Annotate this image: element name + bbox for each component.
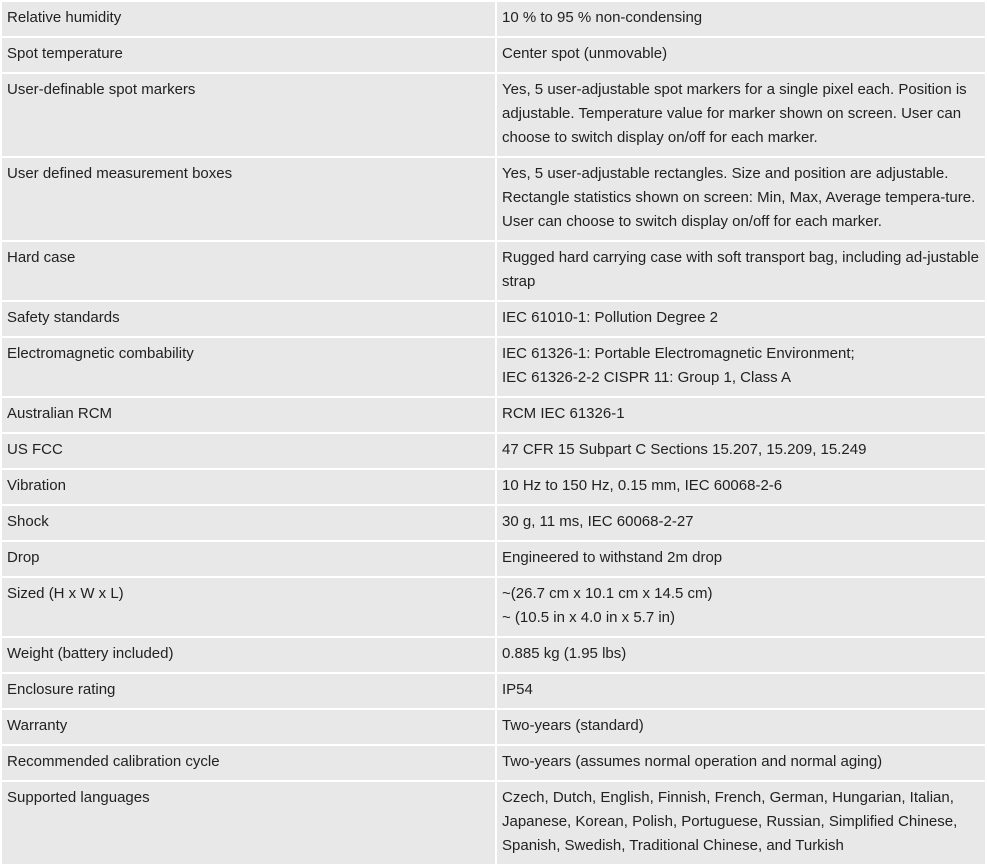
spec-value: Center spot (unmovable): [496, 37, 986, 73]
spec-row-spot-markers: [1, 73, 986, 157]
spec-row-calibration-cycle: [1, 745, 986, 781]
spec-row-electromagnetic: [1, 337, 986, 397]
spec-row-enclosure-rating: [1, 673, 986, 709]
spec-value: Rugged hard carrying case with soft transport bag, including ad-justable strap: [496, 241, 986, 301]
spec-label: US FCC: [1, 433, 496, 469]
spec-value: IP54: [496, 673, 986, 709]
spec-label: Hard case: [1, 241, 496, 301]
spec-value: Two-years (assumes normal operation and normal aging): [496, 745, 986, 781]
spec-row-measurement-boxes: [1, 157, 986, 241]
spec-label: Enclosure rating: [1, 673, 496, 709]
spec-row-spot-temperature: [1, 37, 986, 73]
spec-value: IEC 61010-1: Pollution Degree 2: [496, 301, 986, 337]
spec-label: Australian RCM: [1, 397, 496, 433]
spec-value: 0.885 kg (1.95 lbs): [496, 637, 986, 673]
spec-label: Spot temperature: [1, 37, 496, 73]
spec-label: Weight (battery included): [1, 637, 496, 673]
spec-label: Supported languages: [1, 781, 496, 865]
spec-value: RCM IEC 61326-1: [496, 397, 986, 433]
spec-row-us-fcc: [1, 433, 986, 469]
spec-label: Shock: [1, 505, 496, 541]
spec-label: Safety standards: [1, 301, 496, 337]
spec-value: [496, 337, 986, 397]
spec-label: Vibration: [1, 469, 496, 505]
spec-row-safety-standards: [1, 301, 986, 337]
spec-value: 47 CFR 15 Subpart C Sections 15.207, 15.209, 15.249: [496, 433, 986, 469]
spec-row-warranty: [1, 709, 986, 745]
spec-row-australian-rcm: [1, 397, 986, 433]
spec-row-shock: [1, 505, 986, 541]
spec-label: Relative humidity: [1, 1, 496, 37]
spec-row-drop: [1, 541, 986, 577]
spec-value-line: IEC 61326-1: Portable Electromagnetic Environment;: [502, 345, 855, 362]
spec-value: 10 % to 95 % non-condensing: [496, 1, 986, 37]
spec-row-hard-case: [1, 241, 986, 301]
spec-value: Yes, 5 user-adjustable spot markers for a single pixel each. Position is adjustable. Temperature value for marker shown on screen. User can choose to switch display on/off for each marker.: [496, 73, 986, 157]
spec-value: Czech, Dutch, English, Finnish, French, German, Hungarian, Italian, Japanese, Korean, Polish, Portuguese, Russian, Simplified Chinese, Spanish, Swedish, Traditional Chinese, and Turkish: [496, 781, 986, 865]
spec-row-relative-humidity: [1, 1, 986, 37]
spec-label: Recommended calibration cycle: [1, 745, 496, 781]
spec-row-size: [1, 577, 986, 637]
spec-value: Yes, 5 user-adjustable rectangles. Size and position are adjustable. Rectangle statistics shown on screen: Min, Max, Average tempera-ture. User can choose to switch display on/off for each marker.: [496, 157, 986, 241]
spec-label: User defined measurement boxes: [1, 157, 496, 241]
spec-value-line: ~ (10.5 in x 4.0 in x 5.7 in): [502, 609, 676, 626]
spec-value: [496, 577, 986, 637]
spec-label: User-definable spot markers: [1, 73, 496, 157]
spec-row-supported-languages: [1, 781, 986, 865]
spec-label: Warranty: [1, 709, 496, 745]
spec-value: 30 g, 11 ms, IEC 60068-2-27: [496, 505, 986, 541]
spec-value: Engineered to withstand 2m drop: [496, 541, 986, 577]
spec-row-vibration: [1, 469, 986, 505]
spec-value: 10 Hz to 150 Hz, 0.15 mm, IEC 60068-2-6: [496, 469, 986, 505]
spec-label: Sized (H x W x L): [1, 577, 496, 637]
spec-label: Electromagnetic combability: [1, 337, 496, 397]
spec-label: Drop: [1, 541, 496, 577]
spec-value: Two-years (standard): [496, 709, 986, 745]
spec-value-line: IEC 61326-2-2 CISPR 11: Group 1, Class A: [502, 369, 792, 386]
spec-row-weight: [1, 637, 986, 673]
spec-value-line: ~(26.7 cm x 10.1 cm x 14.5 cm): [502, 585, 713, 602]
